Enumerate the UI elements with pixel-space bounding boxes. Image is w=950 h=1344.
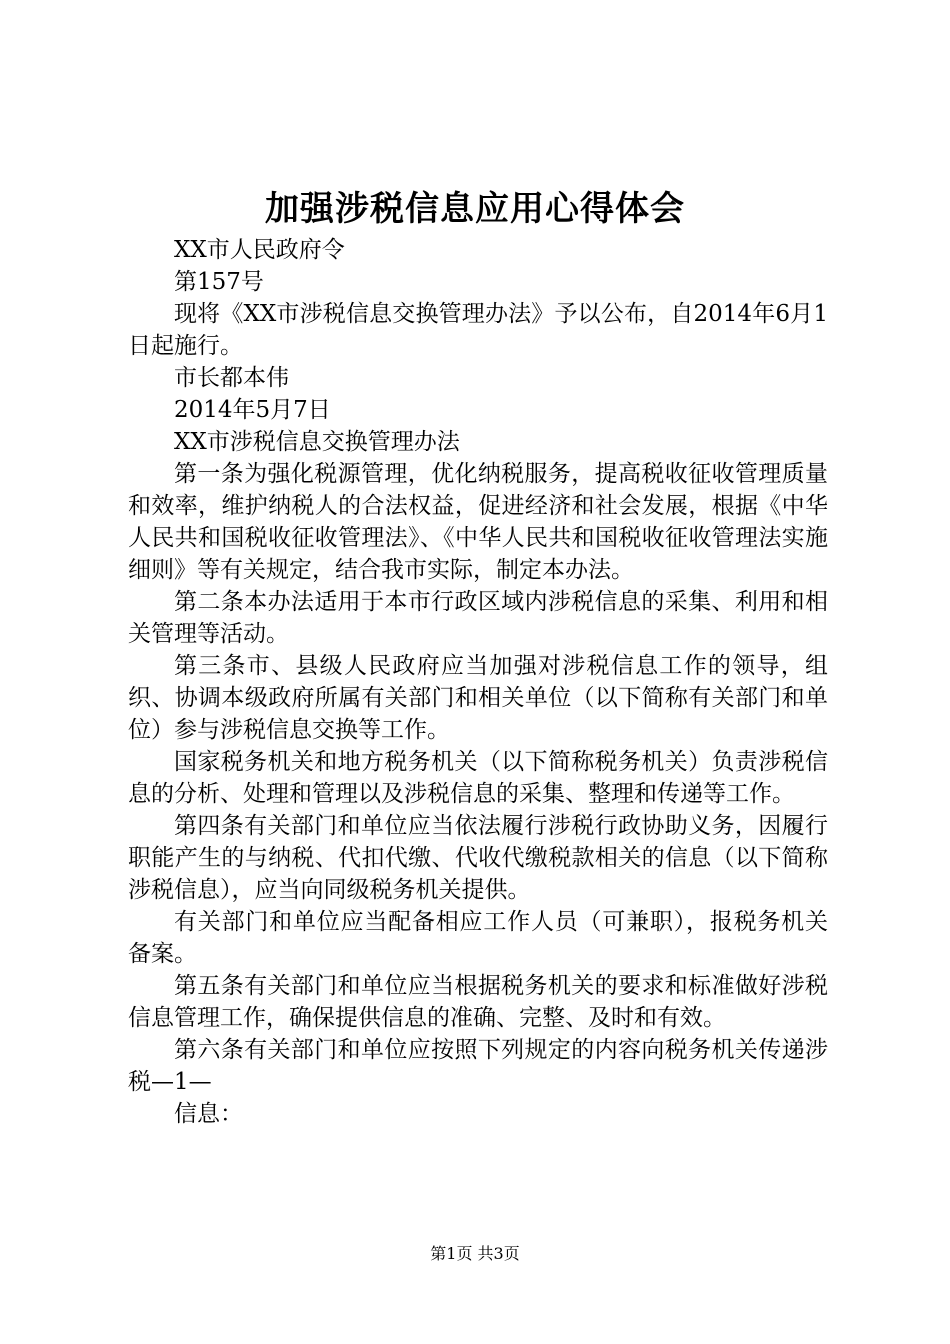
paragraph: 国家税务机关和地方税务机关（以下简称税务机关）负责涉税信息的分析、处理和管理以及涉税信息的采集、整理和传递等工作。 [128, 749, 828, 807]
paragraph: 第一条为强化税源管理，优化纳税服务，提高税收征收管理质量和效率，维护纳税人的合法权益，促进经济和社会发展，根据《中华人民共和国税收征收管理法》、《中华人民共和国税收征收管理法实施细则》等有关规定，结合我市实际，制定本办法。 [128, 461, 828, 583]
paragraph: 有关部门和单位应当配备相应工作人员（可兼职），报税务机关备案。 [128, 909, 828, 967]
paragraph: XX市人民政府令 [174, 237, 345, 263]
paragraph: 市长都本伟 [174, 365, 289, 391]
paragraph: 第六条有关部门和单位应按照下列规定的内容向税务机关传递涉税—1— [128, 1037, 828, 1095]
paragraph: 第四条有关部门和单位应当依法履行涉税行政协助义务，因履行职能产生的与纳税、代扣代缴、代收代缴税款相关的信息（以下简称涉税信息），应当向同级税务机关提供。 [128, 813, 828, 903]
paragraph: 第三条市、县级人民政府应当加强对涉税信息工作的领导，组织、协调本级政府所属有关部门和相关单位（以下简称有关部门和单位）参与涉税信息交换等工作。 [128, 653, 828, 743]
document-body [128, 234, 828, 1130]
document-title: 加强涉税信息应用心得体会 [265, 189, 685, 229]
page-footer: 第1页 共3页 [430, 1244, 520, 1263]
paragraph: 2014年5月7日 [174, 397, 331, 423]
paragraph: 第五条有关部门和单位应当根据税务机关的要求和标准做好涉税信息管理工作，确保提供信息的准确、完整、及时和有效。 [128, 973, 828, 1031]
paragraph: XX市涉税信息交换管理办法 [174, 429, 460, 455]
paragraph: 现将《XX市涉税信息交换管理办法》予以公布，自2014年6月1日起施行。 [128, 301, 828, 359]
paragraph: 信息： [174, 1101, 243, 1127]
paragraph: 第二条本办法适用于本市行政区域内涉税信息的采集、利用和相关管理等活动。 [128, 589, 828, 647]
paragraph: 第157号 [174, 269, 264, 295]
